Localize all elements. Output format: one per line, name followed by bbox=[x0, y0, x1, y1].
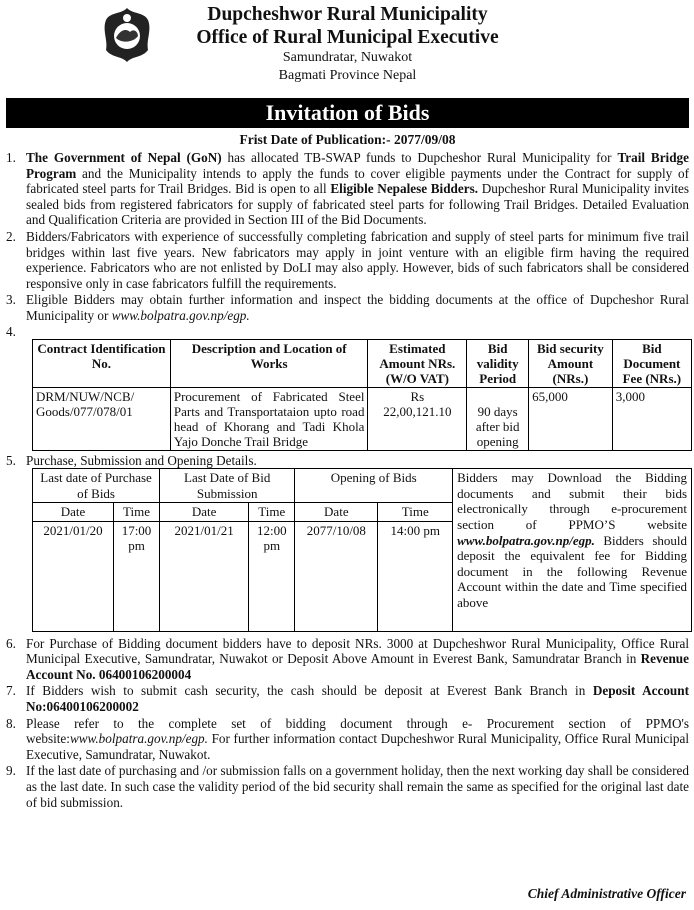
date-header: Date bbox=[295, 503, 378, 522]
clause-text: For further information contact Dupcheshwor Rural Municipality, Office Rural Municipal Executive, Samundratar, Nuwakot. bbox=[26, 731, 689, 762]
purchase-date: 2021/01/20 bbox=[33, 521, 114, 631]
clause-number: 8. bbox=[6, 715, 16, 731]
bold-text: Revenue Account No. 06400106200004 bbox=[26, 651, 689, 682]
amount-value: 22,00,121.10 bbox=[383, 403, 452, 419]
dates-table bbox=[32, 468, 692, 632]
col-header: Bid validity Period bbox=[467, 339, 529, 387]
opening-date: 2077/10/08 bbox=[295, 521, 378, 631]
clause-number: 4. bbox=[6, 323, 16, 339]
date-header: Date bbox=[160, 503, 249, 522]
bold-text: Eligible Nepalese Bidders. bbox=[330, 181, 479, 197]
clause-5 bbox=[6, 453, 689, 469]
clause-text: Bidders/Fabricators with experience of successfully completing fabrication and supply of steel parts for minimum five trail bridges within last five years. New fabricators may apply in joint venture with an eligible firm having the required experience. Fabricators who are not enlisted by DoLI may also apply. However, bids of such fabricators shall be considered responsive only in case fabricators fulfill the requirements. bbox=[26, 228, 689, 291]
currency: Rs bbox=[410, 388, 425, 404]
opening-group-header: Opening of Bids bbox=[295, 469, 453, 503]
col-header: Bid security Amount (NRs.) bbox=[529, 339, 613, 387]
col-header: Description and Location of Works bbox=[170, 339, 368, 387]
clause-number: 9. bbox=[6, 763, 16, 779]
clause-text: If Bidders wish to submit cash security, the cash should be deposit at Everest Bank Branch in bbox=[26, 683, 593, 699]
work-description: Procurement of Fabricated Steel Parts and Transportataion upto road head of Khorang and Tadi Khola Yajo Donche Trail Bridge bbox=[170, 387, 368, 450]
website-link[interactable]: www.bolpatra.gov.np/egp. bbox=[69, 731, 208, 747]
download-note bbox=[453, 469, 692, 632]
table-header-row bbox=[33, 339, 692, 387]
clause-text: For Purchase of Bidding document bidders have to deposit NRs. 3000 at Dupcheshwor Rural Municipality, Office Rural Municipal Executive, Samundratar, Nuwakot or Deposit Above Amount in Everest Bank, Samundratar Branch in bbox=[26, 635, 689, 667]
col-header: Estimated Amount NRs. (W/O VAT) bbox=[368, 339, 467, 387]
clause-2 bbox=[6, 229, 689, 291]
clause-text: and the Municipality intends to apply the funds to cover eligible payments under the Contract for supply of fabricated steel parts for Trail Bridges. Bid is open to all bbox=[26, 165, 689, 197]
clause-number: 5. bbox=[6, 452, 16, 468]
note-text: Bidders should deposit the equivalent fee for Bidding document in the following Revenue Account within the date and Time specified above bbox=[457, 532, 687, 610]
table-row bbox=[33, 387, 692, 450]
clause-text: Please refer to the complete set of bidding document through e- Procurement section of PPMO's website: bbox=[26, 715, 689, 747]
note-text: Bidders may Download the Bidding documents and submit their bids electronically through e-procurement section of PPMO’S website bbox=[457, 470, 687, 532]
purchase-time: 17:00 pm bbox=[113, 521, 159, 631]
purchase-group-header: Last date of Purchase of Bids bbox=[33, 469, 160, 503]
clause-text: Eligible Bidders may obtain further information and inspect the bidding documents at the office of Dupcheshor Rural Municipality or bbox=[26, 292, 689, 323]
clause-text: If the last date of purchasing and /or submission falls on a government holiday, then the next working day shall be considered as the last date. In such case the validity period of the bid security shall remain the same as specified for the original last date of bid submission. bbox=[26, 763, 689, 810]
group-header-row bbox=[33, 469, 692, 503]
clause-3 bbox=[6, 292, 689, 323]
clause-number: 6. bbox=[6, 635, 16, 651]
website-link[interactable]: www.bolpatra.gov.np/egp. bbox=[457, 532, 595, 548]
clause-number: 7. bbox=[6, 683, 16, 699]
submission-time: 12:00 pm bbox=[249, 521, 295, 631]
bold-text: Deposit Account No:06400106200002 bbox=[26, 683, 689, 714]
bold-text: The Government of Nepal (GoN) bbox=[26, 150, 222, 165]
clause-7 bbox=[6, 683, 689, 714]
clause-number: 1. bbox=[6, 150, 16, 165]
signature-title: Chief Administrative Officer bbox=[527, 886, 686, 901]
opening-time: 14:00 pm bbox=[378, 521, 453, 631]
bold-text: Trail Bridge Program bbox=[26, 150, 690, 181]
municipality-name: Dupcheshwor Rural Municipality bbox=[207, 4, 488, 25]
col-header: Contract Identification No. bbox=[33, 339, 171, 387]
nepal-emblem-logo bbox=[102, 6, 152, 64]
time-header: Time bbox=[249, 503, 295, 522]
clause-9 bbox=[6, 763, 689, 810]
clause-6 bbox=[6, 636, 689, 683]
publication-date: Frist Date of Publication:- 2077/09/08 bbox=[239, 132, 456, 147]
clause-8 bbox=[6, 716, 689, 763]
office-name: Office of Rural Municipal Executive bbox=[196, 27, 499, 48]
validity-period: 90 days after bid opening bbox=[467, 387, 529, 450]
submission-date: 2021/01/21 bbox=[160, 521, 249, 631]
notice-title: Invitation of Bids bbox=[6, 98, 689, 128]
clause-number: 3. bbox=[6, 292, 16, 308]
security-amount: 65,000 bbox=[529, 387, 613, 450]
clause-text: has allocated TB-SWAP funds to Dupcheshor Rural Municipality for bbox=[221, 150, 618, 165]
document-fee: 3,000 bbox=[612, 387, 691, 450]
estimated-amount bbox=[368, 387, 467, 450]
time-header: Time bbox=[378, 503, 453, 522]
date-header: Date bbox=[33, 503, 114, 522]
clause-text: Dupcheshor Rural Municipality invites sealed bids from registered fabricators for supply of fabricated steel parts for following Trail Bridges. Detailed Evaluation and Qualification Criteria are provided in Section III of the Bid Documents. bbox=[26, 181, 690, 228]
header bbox=[6, 0, 689, 98]
submission-group-header: Last Date of Bid Submission bbox=[160, 469, 295, 503]
website-link[interactable]: www.bolpatra.gov.np/egp. bbox=[111, 307, 250, 323]
clause-1 bbox=[6, 150, 689, 228]
time-header: Time bbox=[113, 503, 159, 522]
address-line: Samundratar, Nuwakot bbox=[282, 50, 413, 65]
col-header: Bid Document Fee (NRs.) bbox=[612, 339, 691, 387]
province-line: Bagmati Province Nepal bbox=[278, 68, 417, 83]
bid-details-table bbox=[32, 339, 692, 451]
clause-number: 2. bbox=[6, 228, 16, 244]
contract-id: DRM/NUW/NCB/ Goods/077/078/01 bbox=[33, 387, 171, 450]
clause-text: Purchase, Submission and Opening Details. bbox=[26, 452, 257, 468]
clause-4 bbox=[6, 325, 689, 339]
